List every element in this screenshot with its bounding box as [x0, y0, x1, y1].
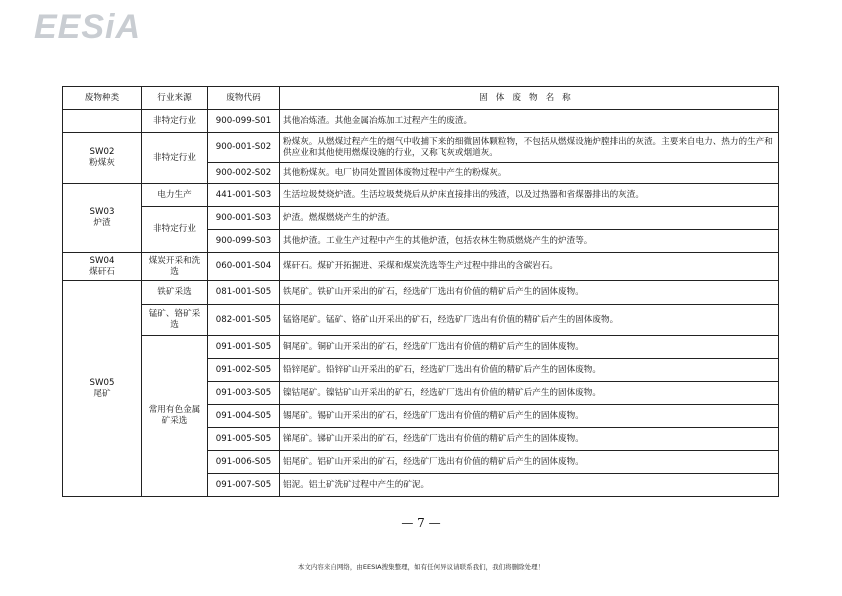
source-cell: 常用有色金属矿采选 — [142, 336, 208, 497]
type-cell-empty — [63, 110, 142, 133]
header-waste-type: 废物种类 — [63, 87, 142, 110]
table-row — [63, 110, 779, 133]
code-cell: 060-001-S04 — [208, 253, 280, 281]
code-cell: 082-001-S05 — [208, 305, 280, 336]
table-row — [63, 184, 779, 207]
table-row — [63, 281, 779, 305]
source-cell: 锰矿、铬矿采选 — [142, 305, 208, 336]
description-cell: 锑尾矿。锑矿山开采出的矿石，经选矿厂选出有价值的精矿后产生的固体废物。 — [280, 428, 779, 451]
description-cell: 生活垃圾焚烧炉渣。生活垃圾焚烧后从炉床直接排出的残渣，以及过热器和省煤器排出的灰渣。 — [280, 184, 779, 207]
type-cell-sw02 — [63, 133, 142, 184]
page-number: — 7 — — [401, 516, 441, 530]
type-name: 尾矿 — [93, 388, 111, 399]
source-cell: 电力生产 — [142, 184, 208, 207]
header-industry-source: 行业来源 — [142, 87, 208, 110]
type-name: 煤矸石 — [89, 266, 115, 277]
source-cell: 铁矿采选 — [142, 281, 208, 305]
description-cell: 炉渣。燃煤燃烧产生的炉渣。 — [280, 207, 779, 230]
footer-note: 本文内容来自网络，由EESIA搜集整理，如有任何异议请联系我们，我们将删除处理！ — [297, 563, 545, 571]
type-code: SW04 — [89, 255, 115, 266]
table-row — [63, 305, 779, 336]
type-cell-sw03 — [63, 184, 142, 253]
solid-waste-table — [62, 86, 779, 497]
type-cell-sw04 — [63, 253, 142, 281]
code-cell: 091-001-S05 — [208, 336, 280, 359]
description-cell: 铝尾矿。铝矿山开采出的矿石，经选矿厂选出有价值的精矿后产生的固体废物。 — [280, 451, 779, 474]
code-cell: 441-001-S03 — [208, 184, 280, 207]
description-cell: 铅锌尾矿。铅锌矿山开采出的矿石，经选矿厂选出有价值的精矿后产生的固体废物。 — [280, 359, 779, 382]
code-cell: 900-099-S01 — [208, 110, 280, 133]
description-cell: 其他炉渣。工业生产过程中产生的其他炉渣，包括农林生物质燃烧产生的炉渣等。 — [280, 230, 779, 253]
source-cell: 非特定行业 — [142, 110, 208, 133]
source-cell: 非特定行业 — [142, 207, 208, 253]
description-cell: 铁尾矿。铁矿山开采出的矿石，经选矿厂选出有价值的精矿后产生的固体废物。 — [280, 281, 779, 305]
code-cell: 900-001-S03 — [208, 207, 280, 230]
type-name: 炉渣 — [93, 218, 111, 228]
description-cell: 锡尾矿。锡矿山开采出的矿石，经选矿厂选出有价值的精矿后产生的固体废物。 — [280, 405, 779, 428]
code-cell: 900-099-S03 — [208, 230, 280, 253]
code-cell: 081-001-S05 — [208, 281, 280, 305]
code-cell: 091-003-S05 — [208, 382, 280, 405]
description-cell: 锰铬尾矿。锰矿、铬矿山开采出的矿石，经选矿厂选出有价值的精矿后产生的固体废物。 — [280, 305, 779, 336]
table-row — [63, 336, 779, 359]
code-cell: 091-004-S05 — [208, 405, 280, 428]
description-cell: 铝泥。铝土矿洗矿过程中产生的矿泥。 — [280, 474, 779, 497]
table-row — [63, 133, 779, 163]
eesia-logo: EESiA — [34, 8, 142, 46]
table-row — [63, 253, 779, 281]
description-cell: 其他粉煤灰。电厂协同处置固体废物过程中产生的粉煤灰。 — [280, 163, 779, 184]
type-name: 粉煤灰 — [89, 158, 115, 168]
code-cell: 091-006-S05 — [208, 451, 280, 474]
code-cell: 091-007-S05 — [208, 474, 280, 497]
type-code: SW05 — [89, 377, 115, 388]
table-row — [63, 207, 779, 230]
header-waste-code: 废物代码 — [208, 87, 280, 110]
source-cell: 非特定行业 — [142, 133, 208, 184]
code-cell: 900-001-S02 — [208, 133, 280, 163]
code-cell: 091-002-S05 — [208, 359, 280, 382]
description-cell: 粉煤灰。从燃煤过程产生的烟气中收捕下来的细微固体颗粒物，不包括从燃煤设施炉膛排出的灰渣。主要来自电力、热力的生产和供应业和其他使用燃煤设施的行业，又称飞灰或烟道灰。 — [280, 133, 779, 163]
description-cell: 煤矸石。煤矿开拓掘进、采煤和煤炭洗选等生产过程中排出的含碳岩石。 — [280, 253, 779, 281]
type-cell-sw05 — [63, 281, 142, 497]
description-cell: 铜尾矿。铜矿山开采出的矿石，经选矿厂选出有价值的精矿后产生的固体废物。 — [280, 336, 779, 359]
source-cell: 煤炭开采和洗选 — [142, 253, 208, 281]
code-cell: 900-002-S02 — [208, 163, 280, 184]
code-cell: 091-005-S05 — [208, 428, 280, 451]
description-cell: 其他冶炼渣。其他金属冶炼加工过程产生的废渣。 — [280, 110, 779, 133]
type-code: SW02 — [89, 147, 115, 157]
description-cell: 镍钴尾矿。镍钴矿山开采出的矿石，经选矿厂选出有价值的精矿后产生的固体废物。 — [280, 382, 779, 405]
header-waste-name: 固体废物名称 — [280, 87, 779, 110]
type-code: SW03 — [89, 207, 115, 217]
table-header-row — [63, 87, 779, 110]
